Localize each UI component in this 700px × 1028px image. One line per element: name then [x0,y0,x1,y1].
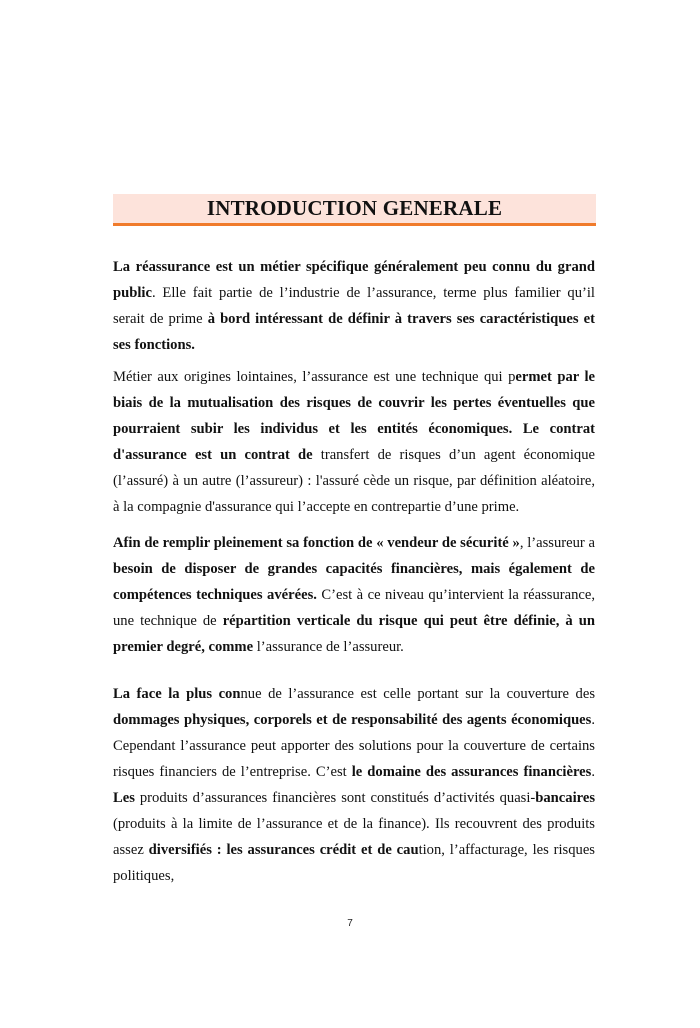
paragraph-3-part-4: C’est à ce niveau qu’intervient la réassurance, une technique de [113,587,596,629]
title-banner [113,194,596,226]
paragraph-1-part-2: . Elle fait partie de l’industrie de l’assurance, terme plus familier qu’il serait de prime [113,285,595,327]
paragraph-2 [113,364,595,520]
page-number: 7 [347,918,353,929]
paragraph-3 [113,530,595,660]
paragraph-4 [113,681,595,889]
paragraph-4-part-5: le domaine des assurances financières [351,764,592,780]
paragraph-1 [113,254,595,358]
paragraph-4-part-12: tion, l’affacturage, les risques politiques, [113,842,595,884]
paragraph-3-part-5: répartition verticale du risque qui peut être définie, à un premier degré, comme [113,613,595,655]
paragraph-4-part-11: diversifiés : les assurances crédit et de cau [148,842,419,858]
paragraph-3-part-6: l’assurance de l’assureur. [253,639,404,655]
paragraph-4-part-4: . Cependant l’assurance peut apporter des solutions pour la couverture de certains risques financiers de l’entreprise. C’est [113,712,595,780]
paragraph-3-part-1: Afin de remplir pleinement sa fonction de « vendeur de sécurité » [113,535,520,551]
paragraph-3-part-3: besoin de disposer de grandes capacités financières, mais également de compétences techniques avérées. [113,561,595,603]
paragraph-4-part-10: (produits à la limite de l’assurance et de la finance). Ils recouvrent des produits assez [113,816,595,858]
paragraph-3-part-2: , l’assureur a [519,535,596,551]
paragraph-1-part-3: à bord intéressant de définir à travers ses caractéristiques et ses fonctions. [113,311,595,353]
paragraph-4-part-6: . [591,764,595,780]
paragraph-4-part-1: La face la plus con [113,686,241,702]
paragraph-2-part-2: ermet par le biais de la mutualisation des risques de couvrir les pertes éventuelles que pourraient subir les individus et les entités économiques. Le contrat d'assurance est un contrat de [113,369,595,463]
paragraph-4-part-3: dommages physiques, corporels et de responsabilité des agents économiques [113,712,592,728]
paragraph-2-part-3: transfert de risques d’un agent économique (l’assuré) à un autre (l’assureur) : l'assuré cède un risque, par définition aléatoire, à la compagnie d'assurance qui l’accepte en contrepartie d’une prime. [113,447,595,515]
paragraph-4-part-2: nue de l’assurance est celle portant sur la couverture des [240,686,595,702]
paragraph-4-part-7: Les [113,790,135,806]
paragraph-4-part-9: bancaires [535,790,595,806]
paragraph-4-part-8: produits d’assurances financières sont constitués d’activités quasi- [134,790,536,806]
paragraph-1-part-1: La réassurance est un métier spécifique généralement peu connu du grand public [113,259,595,301]
page-title: INTRODUCTION GENERALE [206,196,503,220]
paragraph-2-part-1: Métier aux origines lointaines, l’assurance est une technique qui p [113,369,516,385]
